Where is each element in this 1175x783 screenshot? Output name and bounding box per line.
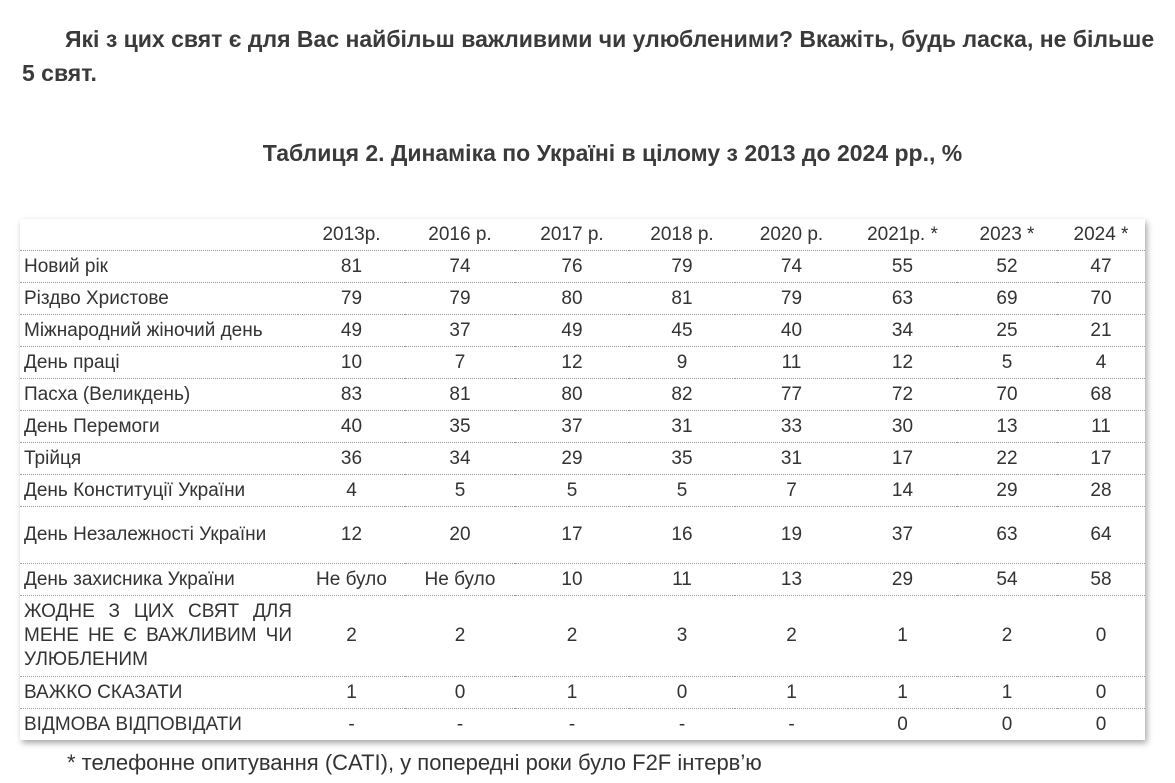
value-cell: 72	[848, 379, 957, 411]
value-cell: 40	[735, 315, 848, 347]
value-cell: 13	[735, 564, 848, 596]
table-row	[20, 564, 1145, 596]
value-cell: 2	[515, 596, 629, 677]
value-cell: 70	[1057, 283, 1145, 315]
value-cell: 79	[298, 283, 405, 315]
value-cell: 4	[1057, 347, 1145, 379]
value-cell: Не було	[298, 564, 405, 596]
value-cell: 74	[735, 251, 848, 283]
value-cell: 29	[515, 443, 629, 475]
value-cell: 80	[515, 283, 629, 315]
value-cell: 80	[515, 379, 629, 411]
value-cell: 1	[848, 596, 957, 677]
value-cell: 1	[735, 677, 848, 709]
value-cell: 5	[957, 347, 1057, 379]
table-row	[20, 283, 1145, 315]
header-cell: 2020 р.	[735, 219, 848, 251]
value-cell: 79	[735, 283, 848, 315]
survey-question: Які з цих свят є для Вас найбільш важливими чи улюбленими? Вкажіть, будь ласка, не більше 5 свят.	[22, 26, 1155, 86]
value-cell: 37	[848, 507, 957, 564]
footnote: * телефонне опитування (CATI), у попередні роки було F2F інтерв’ю	[67, 750, 762, 775]
value-cell: 4	[298, 475, 405, 507]
value-cell: 36	[298, 443, 405, 475]
row-label: ВАЖКО СКАЗАТИ	[20, 677, 298, 709]
value-cell: 76	[515, 251, 629, 283]
value-cell: 64	[1057, 507, 1145, 564]
value-cell: -	[456, 713, 464, 735]
value-cell: 70	[957, 379, 1057, 411]
value-cell: 12	[515, 347, 629, 379]
table-row	[20, 709, 1145, 741]
value-cell: 3	[629, 596, 735, 677]
value-cell: 13	[957, 411, 1057, 443]
header-cell: 2017 р.	[515, 219, 629, 251]
value-cell: 16	[629, 507, 735, 564]
row-label: ЖОДНЕ З ЦИХ СВЯТ ДЛЯ МЕНЕ НЕ Є ВАЖЛИВИМ ЧИ УЛЮБЛЕНИМ	[20, 596, 298, 677]
value-cell: -	[348, 713, 355, 735]
row-label: День захисника України	[20, 564, 298, 596]
value-cell: 21	[1057, 315, 1145, 347]
row-label: День Перемоги	[20, 411, 298, 443]
row-label: ВІДМОВА ВІДПОВІДАТИ	[24, 713, 242, 735]
row-label: День Конституції України	[20, 475, 298, 507]
value-cell: 12	[848, 347, 957, 379]
value-cell: 0	[1001, 713, 1013, 735]
value-cell: 37	[405, 315, 515, 347]
table-row	[20, 379, 1145, 411]
header-cell: 2013р.	[298, 219, 405, 251]
value-cell: 0	[897, 713, 908, 735]
value-cell: 34	[848, 315, 957, 347]
value-cell: 69	[957, 283, 1057, 315]
value-cell: -	[678, 713, 686, 735]
value-cell: 25	[957, 315, 1057, 347]
header-cell: 2016 р.	[405, 219, 515, 251]
value-cell: Не було	[405, 564, 515, 596]
row-label: Пасха (Великдень)	[20, 379, 298, 411]
table-row	[20, 475, 1145, 507]
value-cell: 7	[405, 347, 515, 379]
value-cell: 45	[629, 315, 735, 347]
value-cell: 68	[1057, 379, 1145, 411]
table-row	[20, 507, 1145, 564]
value-cell: 20	[405, 507, 515, 564]
table-header-row	[20, 219, 1145, 251]
value-cell: 83	[298, 379, 405, 411]
value-cell: 40	[298, 411, 405, 443]
header-cell: 2018 р.	[629, 219, 735, 251]
table-row	[20, 315, 1145, 347]
table-title: Таблиця 2. Динаміка по Україні в цілому з 2013 до 2024 рр., %	[262, 140, 963, 166]
value-cell: 11	[735, 347, 848, 379]
value-cell: 31	[629, 411, 735, 443]
value-cell: 74	[405, 251, 515, 283]
value-cell: 55	[848, 251, 957, 283]
value-cell: 11	[1057, 411, 1145, 443]
value-cell: 2	[957, 596, 1057, 677]
value-cell: 17	[848, 443, 957, 475]
holidays-table-container	[20, 219, 1145, 740]
value-cell: 49	[298, 315, 405, 347]
value-cell: 31	[735, 443, 848, 475]
table-row	[20, 411, 1145, 443]
value-cell: 79	[405, 283, 515, 315]
value-cell: 82	[629, 379, 735, 411]
table-row	[20, 443, 1145, 475]
header-cell: 2021р. *	[848, 219, 957, 251]
table-row	[20, 251, 1145, 283]
value-cell: 1	[298, 677, 405, 709]
value-cell: 30	[848, 411, 957, 443]
value-cell: 79	[629, 251, 735, 283]
value-cell: 77	[735, 379, 848, 411]
row-label: День Незалежності України	[20, 507, 298, 564]
header-cell: 2023 *	[957, 219, 1057, 251]
value-cell: 29	[957, 475, 1057, 507]
row-label: Новий рік	[20, 251, 298, 283]
value-cell: 54	[957, 564, 1057, 596]
table-row	[20, 347, 1145, 379]
row-label: Міжнародний жіночий день	[20, 315, 298, 347]
value-cell: 19	[735, 507, 848, 564]
value-cell: 63	[957, 507, 1057, 564]
value-cell: 22	[957, 443, 1057, 475]
value-cell: 0	[405, 677, 515, 709]
value-cell: 35	[629, 443, 735, 475]
value-cell: 81	[629, 283, 735, 315]
value-cell: 1	[848, 677, 957, 709]
value-cell: 81	[298, 251, 405, 283]
value-cell: 49	[515, 315, 629, 347]
value-cell: 58	[1057, 564, 1145, 596]
value-cell: 35	[405, 411, 515, 443]
value-cell: 7	[735, 475, 848, 507]
value-cell: 12	[298, 507, 405, 564]
value-cell: 2	[405, 596, 515, 677]
value-cell: 2	[735, 596, 848, 677]
value-cell: 5	[405, 475, 515, 507]
value-cell: 9	[629, 347, 735, 379]
value-cell: 1	[957, 677, 1057, 709]
value-cell: 81	[405, 379, 515, 411]
value-cell: 29	[848, 564, 957, 596]
value-cell: -	[568, 713, 576, 735]
value-cell: 17	[1057, 443, 1145, 475]
value-cell: 0	[1057, 596, 1145, 677]
table-row	[20, 677, 1145, 709]
value-cell: 47	[1057, 251, 1145, 283]
value-cell: 5	[629, 475, 735, 507]
value-cell: 63	[848, 283, 957, 315]
header-cell: 2024 *	[1057, 219, 1145, 251]
value-cell: 10	[298, 347, 405, 379]
value-cell: -	[788, 713, 795, 735]
value-cell: 33	[735, 411, 848, 443]
table-row	[20, 596, 1145, 677]
value-cell: 0	[1095, 713, 1107, 735]
value-cell: 14	[848, 475, 957, 507]
value-cell: 0	[1057, 677, 1145, 709]
holidays-table	[20, 219, 1145, 740]
value-cell: 28	[1057, 475, 1145, 507]
value-cell: 37	[515, 411, 629, 443]
value-cell: 0	[629, 677, 735, 709]
value-cell: 5	[515, 475, 629, 507]
row-label: День праці	[20, 347, 298, 379]
header-cell	[20, 219, 298, 251]
value-cell: 10	[515, 564, 629, 596]
value-cell: 52	[957, 251, 1057, 283]
row-label: Трійця	[20, 443, 298, 475]
value-cell: 1	[515, 677, 629, 709]
value-cell: 2	[298, 596, 405, 677]
value-cell: 34	[405, 443, 515, 475]
value-cell: 11	[629, 564, 735, 596]
row-label: Різдво Христове	[20, 283, 298, 315]
value-cell: 17	[515, 507, 629, 564]
